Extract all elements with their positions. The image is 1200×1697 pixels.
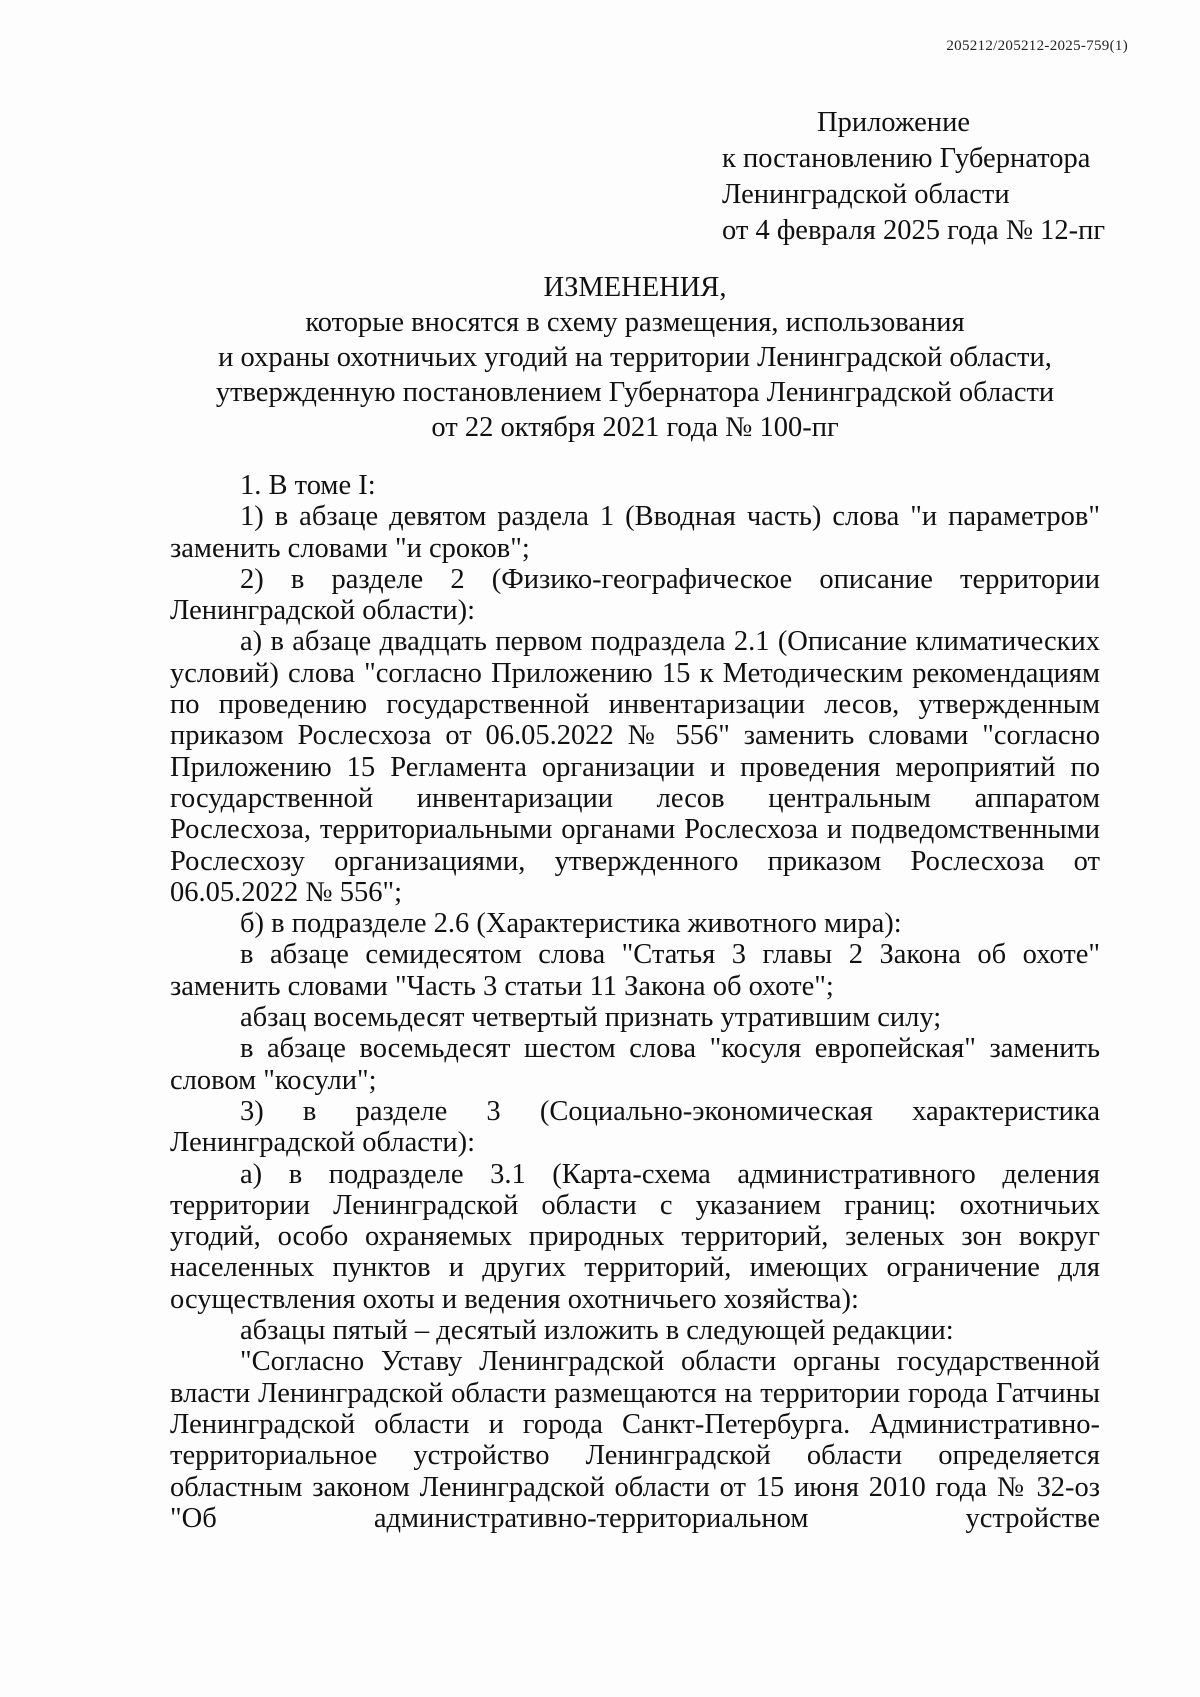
paragraph: а) в абзаце двадцать первом подраздела 2.1 (Описание климатических условий) слова "согласно Приложению 15 к Методическим рекомендациям по проведению государственной инвентаризации лесов, утвержденным приказом Рослесхоза от 06.05.2022 № 556" заменить словами "согласно Приложению 15 Регламента организации и проведения мероприятий по государственной инвентаризации лесов центральным аппаратом Рослесхоза, территориальными органами Рослесхоза и подведомственными Рослесхозу организациями, утвержденного приказом Рослесхоза от 06.05.2022 № 556"; [170, 626, 1100, 908]
title-line: от 22 октября 2021 года № 100-пг [431, 412, 839, 443]
title-line: которые вносятся в схему размещения, использования [305, 307, 965, 338]
document-number: 205212/205212-2025-759(1) [946, 38, 1128, 54]
title-line: утвержденную постановлением Губернатора Ленинградской области [215, 377, 1055, 408]
appendix-line: к постановлению Губернатора [722, 143, 1091, 174]
document-title [170, 270, 1100, 445]
paragraph: в абзаце восемьдесят шестом слова "косуля европейская" заменить словом "косули"; [170, 1033, 1100, 1096]
appendix-block [722, 105, 1105, 249]
appendix-label: Приложение [817, 107, 970, 138]
paragraph: абзац восемьдесят четвертый признать утратившим силу; [240, 1002, 942, 1034]
paragraph: а) в подразделе 3.1 (Карта-схема административного деления территории Ленинградской области с указанием границ: охотничьих угодий, особо охраняемых природных территорий, зеленых зон вокруг населенных пунктов и других территорий, имеющих ограничение для осуществления охоты и ведения охотничьего хозяйства): [170, 1158, 1100, 1315]
paragraph: в абзаце семидесятом слова "Статья 3 главы 2 Закона об охоте" заменить словами "Часть 3 статьи 11 Закона об охоте"; [170, 939, 1100, 1002]
title-heading: ИЗМЕНЕНИЯ, [543, 272, 727, 303]
paragraph: "Согласно Уставу Ленинградской области органы государственной власти Ленинградской области размещаются на территории города Гатчины Ленинградской области и города Санкт-Петербурга. Административно-территориальное устройство Ленинградской области определяется областным законом Ленинградской области от 15 июня 2010 года № 32-оз "Об административно-территориальном устройстве [170, 1346, 1100, 1534]
paragraph: абзацы пятый – десятый изложить в следующей редакции: [240, 1315, 954, 1347]
appendix-date: от 4 февраля 2025 года № 12-пг [722, 215, 1106, 246]
title-line: и охраны охотничьих угодий на территории Ленинградской области, [218, 342, 1052, 373]
paragraph: 1) в абзаце девятом раздела 1 (Вводная часть) слова "и параметров" заменить словами "и сроков"; [170, 501, 1100, 564]
appendix-line: Ленинградской области [722, 179, 1010, 210]
paragraph: 3) в разделе 3 (Социально-экономическая характеристика Ленинградской области): [170, 1095, 1100, 1159]
paragraph: б) в подразделе 2.6 (Характеристика животного мира): [240, 908, 902, 940]
paragraph: 2) в разделе 2 (Физико-географическое описание территории Ленинградской области): [170, 563, 1100, 627]
paragraph: 1. В томе I: [240, 470, 376, 501]
document-body [170, 470, 1100, 1534]
